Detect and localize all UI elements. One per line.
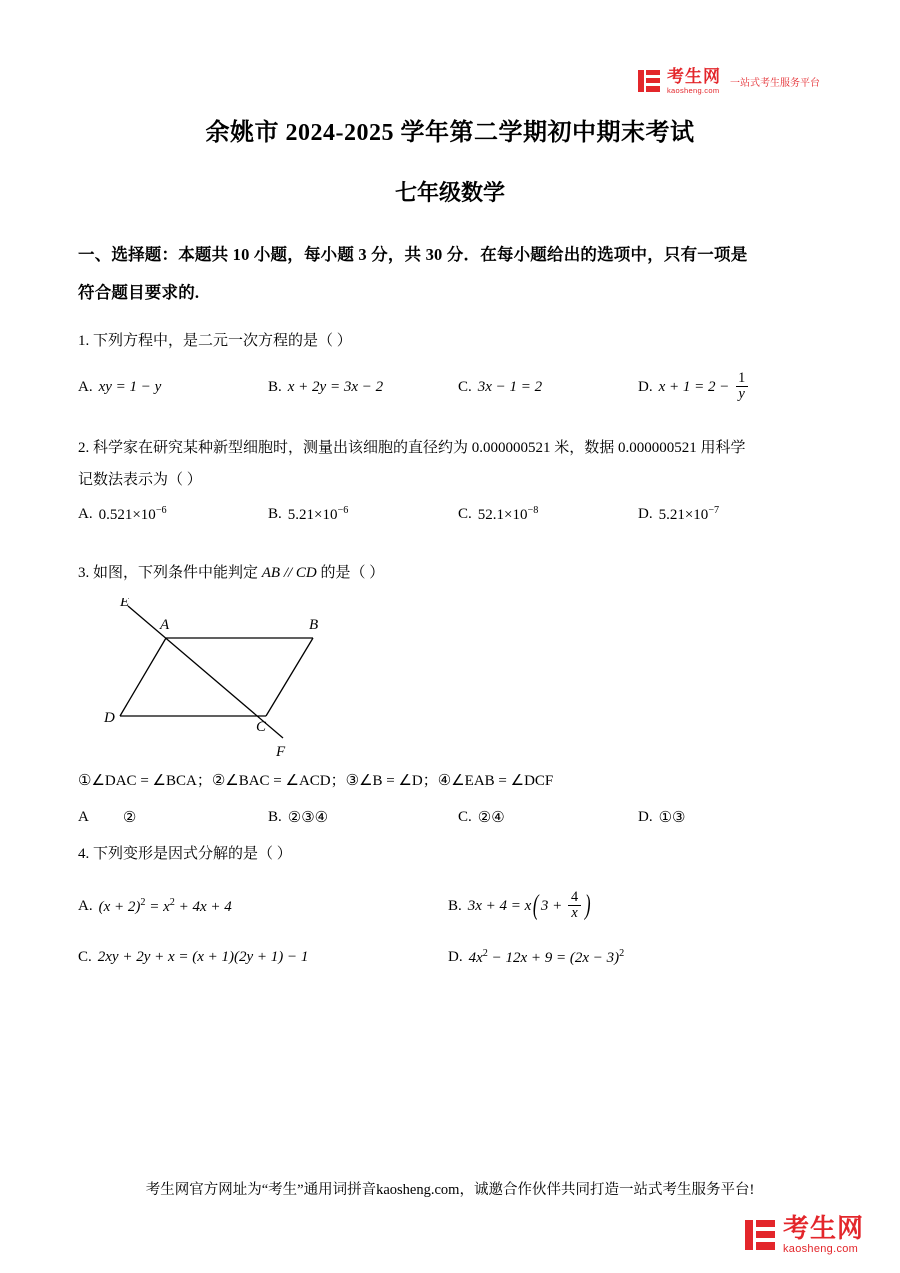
option-c-label: C. [458,808,472,825]
kaosheng-logo-icon [638,70,660,92]
option-a-expression: $(x + 2)^2 = x^2 + 4x + 4$ [98,896,232,915]
option-c-expression: 3x − 1 = 2 [477,378,543,395]
option-a-label: A. [78,505,93,522]
option-d[interactable] [638,808,686,827]
question-4-options-row1 [78,888,824,922]
question-3-conditions: ①∠DAC = ∠BCA；②∠BAC = ∠ACD；③∠B = ∠D；④∠EAB = ∠DCF [78,772,554,789]
figure-label-C: C [256,718,267,735]
option-c-label: C. [458,505,472,522]
option-d-label: D. [638,505,653,522]
option-a-label: A. [78,897,93,914]
brand-text [667,68,721,95]
question-2-text-part2: 米，数据 [554,439,615,456]
question-2-number: 2. [78,439,90,456]
option-d-label: D. [638,808,653,825]
option-b[interactable] [268,808,458,827]
option-a[interactable] [78,891,448,922]
option-a-label: A [78,808,89,825]
option-c[interactable] [458,505,638,524]
brand-name-en: kaosheng.com [782,1243,859,1255]
brand-logo-header [638,68,820,95]
brand-name-cn: 考生网 [667,67,721,86]
question-1-text: 下列方程中，是二元一次方程的是（ ） [93,332,352,349]
option-b[interactable] [268,505,458,524]
question-4-stem [78,839,824,869]
question-2-value1: 0.000000521 [471,439,551,456]
option-a[interactable] [78,505,268,524]
brand-text [783,1215,864,1255]
question-2-stem [78,433,824,463]
option-d-expression: x + 1 = 2 − $\frac{1}{y}$ [659,372,751,403]
figure-label-D: D [104,709,115,726]
brand-name-en: kaosheng.com [667,86,720,95]
question-2-text-part3: 用科学 [700,439,746,456]
question-2-value2: 0.000000521 [618,439,697,456]
exam-content [78,236,824,967]
question-4-text: 下列变形是因式分解的是（ ） [93,845,292,862]
option-a[interactable] [78,372,268,403]
option-c[interactable] [458,372,638,403]
question-4-options-row2 [78,948,824,967]
option-c-expression: ②④ [477,809,505,826]
question-1-stem [78,326,824,356]
question-3-text-pre: 如图，下列条件中能判定 [93,564,259,581]
option-a-expression: xy = 1 − y [98,378,162,395]
figure-label-F: F [276,743,286,760]
option-c-expression: 2xy + 2y + x = (x + 1)(2y + 1) − 1 [97,948,309,965]
option-d-label: D. [638,378,653,395]
section-heading-line2: 符合题目要求的. [78,282,200,302]
option-b-expression: 3x + 4 = x( 3 + $\frac{4}{x}$ ) [467,888,591,922]
kaosheng-logo-icon [745,1220,775,1250]
figure-label-E: E [120,597,130,610]
option-b-expression: x + 2y = 3x − 2 [287,378,384,395]
question-4-number: 4. [78,845,90,862]
question-2-options [78,505,824,524]
question-1-options [78,369,824,403]
figure-label-B: B [309,616,319,633]
option-b-label: B. [268,808,282,825]
brand-logo-footer [745,1215,864,1255]
brand-slogan: 一站式考生服务平台 [730,77,820,89]
page-subtitle: 七年级数学 [394,180,505,205]
option-d[interactable] [638,505,719,524]
page-title: 余姚市 2024-2025 学年第二学期初中期末考试 [205,120,695,146]
option-b[interactable] [448,888,593,922]
option-d[interactable] [638,369,750,403]
question-3-figure [78,598,824,763]
option-c-label: C. [78,948,92,965]
brand-name-cn: 考生网 [782,1213,864,1243]
option-a-label: A. [78,378,93,395]
option-a-expression: $0.521\times 10^{-6}$ [98,504,167,523]
option-d-expression: ①③ [658,809,686,826]
question-3-text-post: 的是（ ） [320,564,385,581]
question-1-number: 1. [78,332,90,349]
option-c[interactable] [458,808,638,827]
option-b-label: B. [268,378,282,395]
option-c-label: C. [458,378,472,395]
question-2-stem-line2: 记数法表示为（ ） [78,471,202,488]
section-heading-line1: 一、选择题：本题共 10 小题，每小题 3 分，共 30 分．在每小题给出的选项中，只有一项是 [78,245,748,264]
option-b-label: B. [448,897,462,914]
option-b-expression: $5.21\times 10^{-6}$ [287,504,349,523]
question-3-stem [78,558,824,588]
option-b[interactable] [268,372,458,403]
question-3-math: AB // CD [261,564,317,581]
option-b-label: B. [268,505,282,522]
option-d-label: D. [448,948,463,965]
question-2-text-part1: 科学家在研究某种新型细胞时，测量出该细胞的直径约为 [93,439,469,456]
figure-label-A: A [160,616,170,633]
option-b-expression: ②③④ [287,809,329,826]
option-d-expression: $4x^2 - 12x + 9 = (2x - 3)^2$ [468,947,625,966]
parallelogram-diagram [78,598,398,763]
option-c[interactable] [78,948,448,967]
question-3-number: 3. [78,564,90,581]
option-c-expression: $52.1\times 10^{-8}$ [477,504,539,523]
question-3-options [78,808,824,827]
footer-note: 考生网官方网址为“考生”通用词拼音kaosheng.com，诚邀合作伙伴共同打造一站式考生服务平台! [145,1182,755,1198]
option-a-expression: ② [122,809,137,826]
option-d-expression: $5.21\times 10^{-7}$ [658,504,720,523]
option-d[interactable] [448,948,624,967]
option-a[interactable] [78,808,268,827]
